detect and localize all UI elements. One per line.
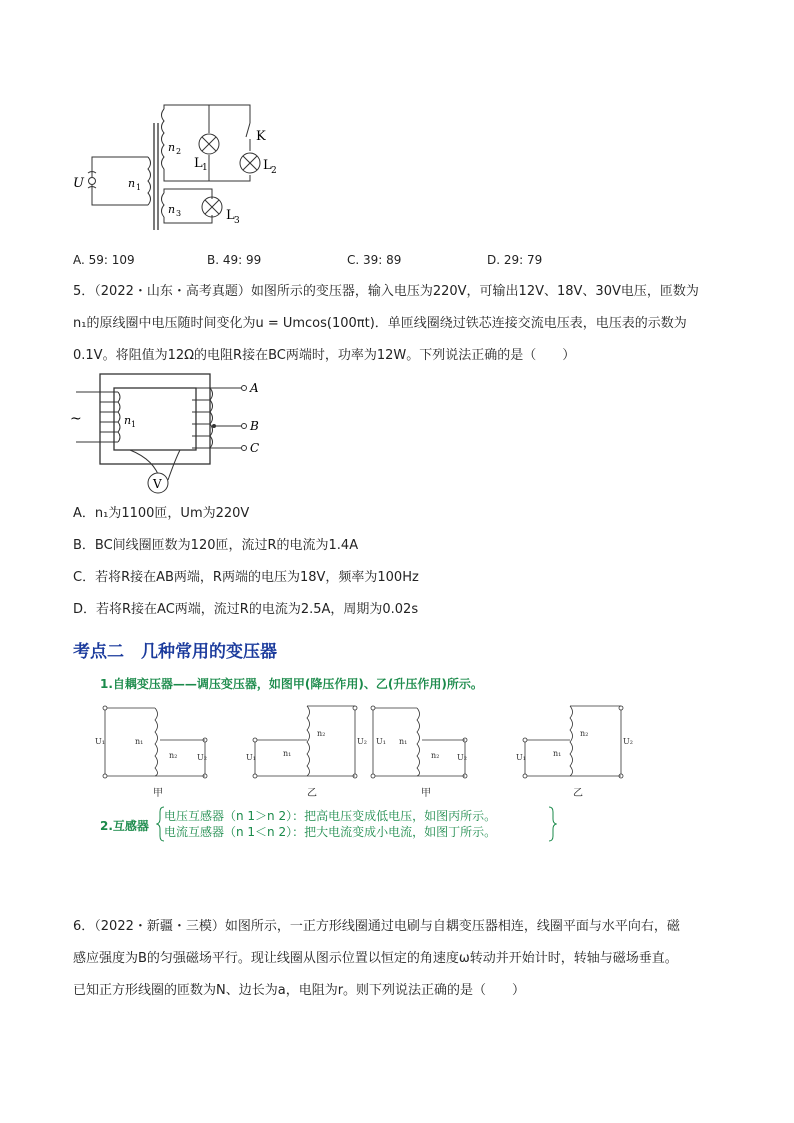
svg-text:3: 3: [176, 209, 182, 218]
q6-stem-line1: 6．（2022・新疆・三模）如图所示，一正方形线圈通过电刷与自耦变压器相连，线圈平面与水平向右，磁: [73, 919, 680, 934]
q5-option-a[interactable]: A．n₁为1100匝，Um为220V: [73, 506, 250, 521]
svg-text:n₂: n₂: [431, 751, 440, 760]
q5-stem-line1: 5．（2022・山东・高考真题）如图所示的变压器，输入电压为220V，可输出12V、18V、30V电压，匝数为: [73, 284, 699, 299]
q4-option-b[interactable]: B. 49: 99: [207, 253, 262, 267]
right-brace-icon: [547, 806, 557, 842]
voltage-transformer-text: 电压互感器（n 1＞n 2）：把高电压变成低电压，如图丙所示。: [164, 809, 497, 823]
q4-option-c[interactable]: C. 39: 89: [347, 253, 402, 267]
svg-text:C: C: [250, 441, 260, 455]
svg-text:U₂: U₂: [623, 737, 633, 746]
svg-text:1: 1: [136, 183, 142, 192]
svg-text:n: n: [168, 203, 176, 216]
svg-text:n₂: n₂: [169, 751, 178, 760]
instrument-transformer-label: 2.互感器: [100, 819, 149, 833]
svg-text:n₁: n₁: [283, 749, 292, 758]
svg-text:n₂: n₂: [317, 729, 326, 738]
svg-text:B: B: [250, 419, 259, 433]
section-title: 考点二 几种常用的变压器: [73, 642, 277, 662]
svg-text:3: 3: [234, 216, 240, 226]
svg-text:n₁: n₁: [553, 749, 562, 758]
autotransformer-description: 1.自耦变压器——调压变压器，如图甲(降压作用)、乙(升压作用)所示。: [100, 677, 483, 691]
svg-text:U₂: U₂: [197, 753, 207, 762]
q5-stem-line3: 0.1V。将阻值为12Ω的电阻R接在BC两端时，功率为12W。下列说法正确的是（ ）: [73, 348, 576, 363]
voltmeter-icon: [148, 473, 168, 493]
lamp-l2-icon: [240, 153, 260, 173]
svg-text:n: n: [128, 177, 136, 190]
svg-text:A: A: [250, 381, 259, 395]
q5-transformer-figure: [70, 370, 270, 500]
svg-text:甲: 甲: [153, 788, 163, 799]
lamp-l3-icon: [202, 197, 222, 217]
svg-text:2: 2: [271, 166, 277, 176]
svg-text:U₂: U₂: [457, 753, 467, 762]
svg-text:U₁: U₁: [516, 753, 526, 762]
lamp-l1-icon: [199, 134, 219, 154]
svg-text:~: ~: [70, 411, 82, 427]
svg-text:L: L: [194, 156, 203, 171]
autotransformer-figures: [95, 700, 635, 800]
svg-text:乙: 乙: [573, 788, 583, 799]
svg-text:U₁: U₁: [376, 737, 386, 746]
svg-text:2: 2: [176, 147, 182, 156]
q5-option-d[interactable]: D．若将R接在AC两端，流过R的电流为2.5A，周期为0.02s: [73, 602, 419, 617]
svg-text:n: n: [124, 414, 132, 427]
svg-text:K: K: [256, 129, 266, 144]
svg-text:U₁: U₁: [246, 753, 256, 762]
label-u: U: [73, 176, 84, 191]
svg-text:n₁: n₁: [399, 737, 408, 746]
svg-text:1: 1: [202, 163, 208, 173]
svg-text:n: n: [168, 141, 176, 154]
q4-circuit-figure: [70, 95, 300, 230]
svg-text:U₁: U₁: [95, 737, 105, 746]
q6-stem-line2: 感应强度为B的匀强磁场平行。现让线圈从图示位置以恒定的角速度ω转动并开始计时，转轴与磁场垂直。: [73, 951, 678, 966]
q5-option-b[interactable]: B．BC间线圈匝数为120匝，流过R的电流为1.4A: [73, 538, 359, 553]
q4-option-d[interactable]: D. 29: 79: [487, 253, 543, 267]
svg-text:U₂: U₂: [357, 737, 367, 746]
svg-text:L: L: [263, 158, 272, 173]
svg-text:V: V: [153, 477, 162, 491]
svg-text:甲: 甲: [421, 788, 431, 799]
current-transformer-text: 电流互感器（n 1＜n 2）：把大电流变成小电流，如图丁所示。: [164, 825, 497, 839]
svg-text:1: 1: [131, 420, 137, 429]
q5-stem-line2: n₁的原线圈中电压随时间变化为u = Umcos(100πt)．单匝线圈绕过铁芯连接交流电压表，电压表的示数为: [73, 316, 687, 331]
svg-text:n₂: n₂: [580, 729, 589, 738]
svg-text:乙: 乙: [307, 788, 317, 799]
q6-stem-line3: 已知正方形线圈的匝数为N、边长为a，电阻为r。则下列说法正确的是（ ）: [73, 983, 526, 998]
q4-option-a[interactable]: A. 59: 109: [73, 253, 135, 267]
svg-text:L: L: [226, 208, 235, 223]
svg-text:n₁: n₁: [135, 737, 144, 746]
q5-option-c[interactable]: C．若将R接在AB两端，R两端的电压为18V，频率为100Hz: [73, 570, 419, 585]
